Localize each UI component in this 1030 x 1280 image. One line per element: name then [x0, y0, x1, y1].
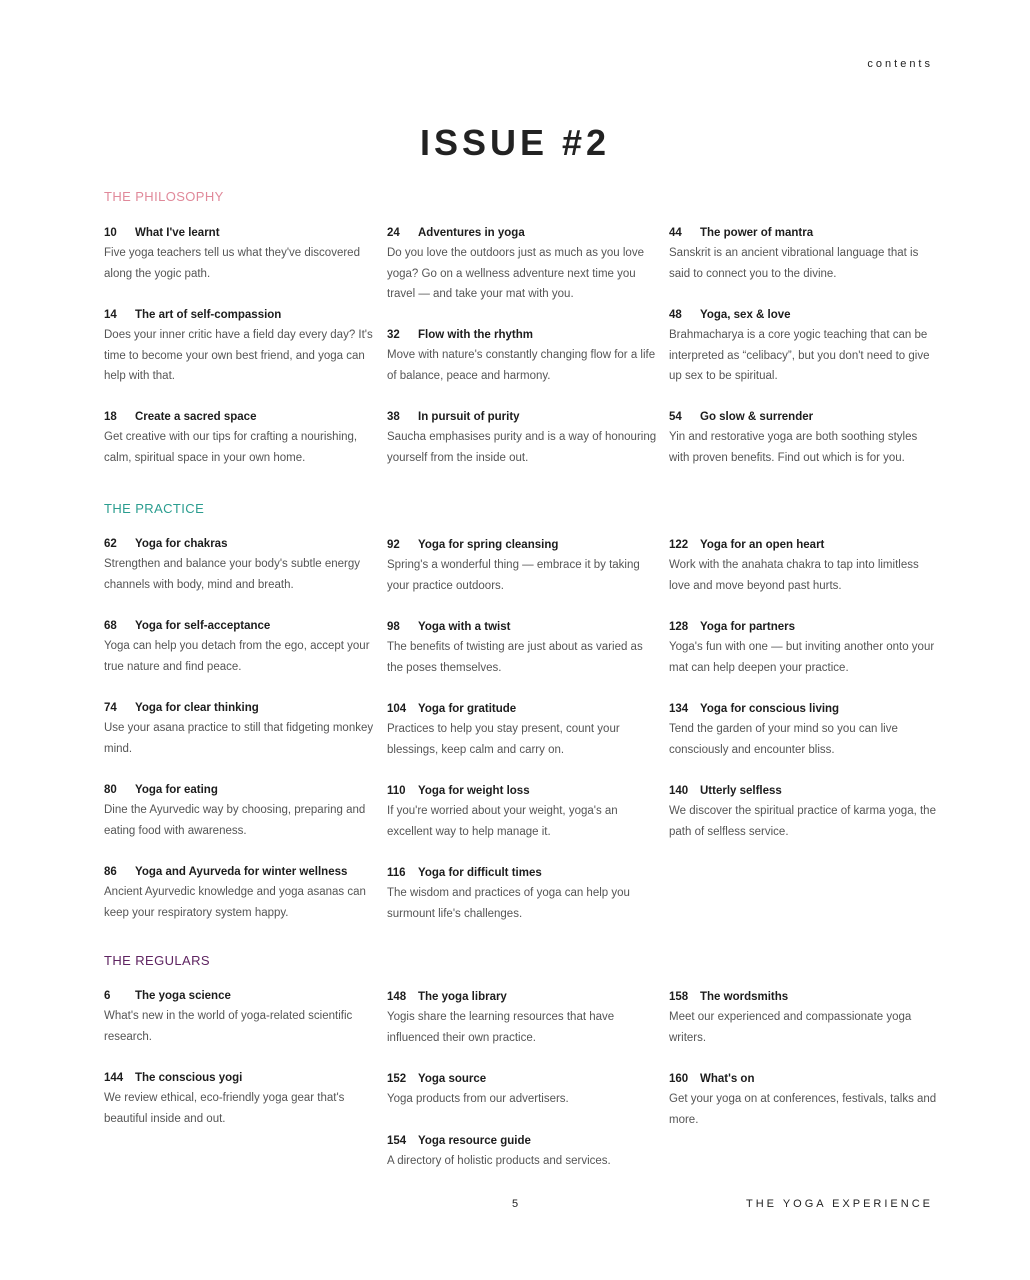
- article-description: Yogis share the learning resources that have influenced their own practice.: [387, 1011, 615, 1044]
- article-description: What's new in the world of yoga-related scientific research.: [104, 1010, 353, 1043]
- article-description: Does your inner critic have a field day every day? It's time to become your own best friend, and yoga can help with that.: [104, 329, 373, 382]
- entry-heading: [387, 407, 657, 427]
- section-label: contents: [867, 58, 933, 70]
- article-description: Do you love the outdoors just as much as you love yoga? Go on a wellness adventure next time you travel — and take your mat with you.: [387, 247, 644, 300]
- contents-entry[interactable]: [387, 1069, 657, 1110]
- contents-entry[interactable]: [669, 1069, 939, 1130]
- entry-heading: [387, 617, 657, 637]
- page-ref: 160: [669, 1073, 689, 1085]
- article-title: Yoga for clear thinking: [135, 702, 259, 714]
- article-title: Yoga for an open heart: [700, 539, 825, 551]
- entry-heading: [387, 535, 657, 555]
- entry-heading: [669, 305, 939, 325]
- contents-entry[interactable]: [104, 534, 374, 595]
- issue-title: ISSUE #2: [419, 122, 611, 163]
- article-title: Yoga source: [418, 1073, 487, 1085]
- article-title: Yoga with a twist: [418, 621, 511, 633]
- entry-heading: [104, 780, 374, 800]
- article-title: The power of mantra: [700, 227, 814, 239]
- contents-entry[interactable]: [387, 1131, 657, 1172]
- article-description: We review ethical, eco-friendly yoga gear that's beautiful inside and out.: [104, 1092, 345, 1125]
- article-description: A directory of holistic products and services.: [387, 1155, 611, 1167]
- entry-heading: [104, 223, 374, 243]
- entry-heading: [669, 1069, 939, 1089]
- article-title: Go slow & surrender: [700, 411, 814, 423]
- entry-heading: [669, 699, 939, 719]
- article-description: The benefits of twisting are just about as varied as the poses themselves.: [387, 641, 643, 674]
- contents-entry[interactable]: [387, 325, 657, 386]
- article-title: The yoga science: [135, 990, 231, 1002]
- page-ref: 6: [104, 990, 111, 1002]
- magazine-brand: THE YOGA EXPERIENCE: [745, 1198, 933, 1210]
- article-description: Yoga's fun with one — but inviting another onto your mat can help deepen your practice.: [669, 641, 935, 674]
- contents-entry[interactable]: [669, 223, 939, 284]
- contents-entry[interactable]: [669, 407, 939, 468]
- article-description: Brahmacharya is a core yogic teaching that can be interpreted as “celibacy”, but you don't need to give up sex to be spiritual.: [669, 329, 930, 382]
- entry-heading: [669, 223, 939, 243]
- article-title: Yoga for chakras: [135, 538, 228, 550]
- entry-heading: [387, 325, 657, 345]
- article-title: Yoga for eating: [135, 784, 218, 796]
- entry-heading: [387, 223, 657, 243]
- entry-heading: [104, 862, 374, 882]
- article-title: Create a sacred space: [135, 411, 257, 423]
- page-ref: 134: [669, 703, 689, 715]
- article-description: Strengthen and balance your body's subtle energy channels with body, mind and breath.: [104, 558, 361, 591]
- contents-entry[interactable]: [104, 305, 374, 387]
- article-title: Yoga for spring cleansing: [418, 539, 559, 551]
- contents-entry[interactable]: [387, 535, 657, 596]
- article-description: Get creative with our tips for crafting a nourishing, calm, spiritual space in your own home.: [104, 431, 358, 464]
- article-description: Yoga can help you detach from the ego, accept your true nature and find peace.: [104, 640, 370, 673]
- article-description: Spring's a wonderful thing — embrace it by taking your practice outdoors.: [387, 559, 640, 592]
- contents-entry[interactable]: [669, 535, 939, 596]
- page-ref: 86: [104, 866, 117, 878]
- page-ref: 128: [669, 621, 689, 633]
- article-description: If you're worried about your weight, yoga's an excellent way to help manage it.: [387, 805, 618, 838]
- article-title: Yoga for gratitude: [418, 703, 517, 715]
- contents-entry[interactable]: [387, 863, 657, 924]
- entry-heading: [387, 987, 657, 1007]
- section-heading: THE PHILOSOPHY: [104, 189, 224, 204]
- article-description: Sanskrit is an ancient vibrational language that is said to connect you to the divine.: [669, 247, 919, 280]
- page-ref: 18: [104, 411, 117, 423]
- entry-heading: [104, 1068, 374, 1088]
- entry-heading: [104, 986, 374, 1006]
- article-description: Use your asana practice to still that fidgeting monkey mind.: [104, 722, 374, 755]
- page-ref: 116: [387, 867, 406, 879]
- article-description: Five yoga teachers tell us what they've discovered along the yogic path.: [104, 247, 360, 280]
- entry-heading: [669, 781, 939, 801]
- article-description: Get your yoga on at conferences, festivals, talks and more.: [669, 1093, 937, 1126]
- entry-heading: [669, 987, 939, 1007]
- contents-entry[interactable]: [387, 699, 657, 760]
- article-title: The yoga library: [418, 991, 507, 1003]
- entry-heading: [669, 617, 939, 637]
- entry-heading: [104, 616, 374, 636]
- page-ref: 148: [387, 991, 407, 1003]
- article-title: Yoga for difficult times: [418, 867, 542, 879]
- article-title: Yoga for weight loss: [418, 785, 530, 797]
- article-description: We discover the spiritual practice of karma yoga, the path of selfless service.: [669, 805, 936, 838]
- page-ref: 68: [104, 620, 117, 632]
- article-title: Flow with the rhythm: [418, 329, 533, 341]
- article-description: Move with nature's constantly changing flow for a life of balance, peace and harmony.: [387, 349, 656, 382]
- contents-entry[interactable]: [104, 407, 374, 468]
- page-ref: 48: [669, 309, 682, 321]
- page-ref: 24: [387, 227, 400, 239]
- page-ref: 122: [669, 539, 689, 551]
- article-description: The wisdom and practices of yoga can help you surmount life's challenges.: [387, 887, 630, 920]
- contents-entry[interactable]: [387, 987, 657, 1048]
- article-description: Yin and restorative yoga are both soothing styles with proven benefits. Find out which is for you.: [669, 431, 918, 464]
- article-title: The conscious yogi: [135, 1072, 243, 1084]
- page-ref: 98: [387, 621, 400, 633]
- article-title: In pursuit of purity: [418, 411, 520, 423]
- page-ref: 158: [669, 991, 689, 1003]
- page-ref: 32: [387, 329, 400, 341]
- entry-heading: [387, 1069, 657, 1089]
- page-ref: 104: [387, 703, 407, 715]
- entry-heading: [669, 535, 939, 555]
- article-title: Yoga resource guide: [418, 1135, 531, 1147]
- article-title: What I've learnt: [135, 227, 220, 239]
- page-ref: 154: [387, 1135, 407, 1147]
- contents-entry[interactable]: [387, 781, 657, 842]
- article-description: Work with the anahata chakra to tap into limitless love and move beyond past hurts.: [669, 559, 919, 592]
- article-title: Adventures in yoga: [418, 227, 525, 239]
- entry-heading: [104, 305, 374, 325]
- article-title: The art of self-compassion: [135, 309, 282, 321]
- page-ref: 14: [104, 309, 117, 321]
- article-title: Yoga for partners: [700, 621, 795, 633]
- article-description: Practices to help you stay present, count your blessings, keep calm and carry on.: [387, 723, 620, 756]
- contents-entry[interactable]: [104, 223, 374, 284]
- contents-entry[interactable]: [669, 699, 939, 760]
- page-ref: 140: [669, 785, 689, 797]
- article-title: What's on: [700, 1073, 755, 1085]
- page-ref: 80: [104, 784, 117, 796]
- contents-entry[interactable]: [104, 698, 374, 759]
- entry-heading: [669, 407, 939, 427]
- article-description: Yoga products from our advertisers.: [387, 1093, 569, 1105]
- article-title: Yoga, sex & love: [700, 309, 791, 321]
- contents-entry[interactable]: [104, 1068, 374, 1129]
- entry-heading: [387, 699, 657, 719]
- page-ref: 54: [669, 411, 682, 423]
- page-number: 5: [511, 1198, 519, 1210]
- article-description: Saucha emphasises purity and is a way of honouring yourself from the inside out.: [387, 431, 657, 464]
- contents-entry[interactable]: [387, 407, 657, 468]
- entry-heading: [387, 781, 657, 801]
- contents-entry[interactable]: [669, 781, 939, 842]
- contents-entry[interactable]: [104, 986, 374, 1047]
- page-ref: 152: [387, 1073, 407, 1085]
- contents-entry[interactable]: [669, 305, 939, 387]
- page-ref: 38: [387, 411, 400, 423]
- article-description: Dine the Ayurvedic way by choosing, preparing and eating food with awareness.: [104, 804, 366, 837]
- contents-entry[interactable]: [669, 987, 939, 1048]
- entry-heading: [387, 863, 657, 883]
- contents-entry[interactable]: [104, 616, 374, 677]
- page-ref: 110: [387, 785, 406, 797]
- section-philosophy: [104, 189, 934, 464]
- page-ref: 74: [104, 702, 117, 714]
- contents-entry[interactable]: [104, 780, 374, 841]
- article-title: Utterly selfless: [700, 785, 782, 797]
- contents-entry[interactable]: [669, 617, 939, 678]
- contents-entry[interactable]: [387, 223, 657, 305]
- article-description: Ancient Ayurvedic knowledge and yoga asanas can keep your respiratory system happy.: [104, 886, 366, 919]
- page-ref: 44: [669, 227, 682, 239]
- article-description: Tend the garden of your mind so you can live consciously and encounter bliss.: [669, 723, 898, 756]
- page-ref: 144: [104, 1072, 124, 1084]
- page-ref: 10: [104, 227, 117, 239]
- contents-entry[interactable]: [104, 862, 374, 923]
- section-heading: THE PRACTICE: [104, 501, 205, 516]
- page-ref: 62: [104, 538, 117, 550]
- article-title: Yoga for self-acceptance: [135, 620, 271, 632]
- entry-heading: [104, 698, 374, 718]
- article-title: Yoga and Ayurveda for winter wellness: [135, 866, 348, 878]
- section-regulars: [104, 953, 937, 1167]
- article-title: Yoga for conscious living: [700, 703, 840, 715]
- article-description: Meet our experienced and compassionate yoga writers.: [669, 1011, 912, 1044]
- article-title: The wordsmiths: [700, 991, 789, 1003]
- contents-entry[interactable]: [387, 617, 657, 678]
- section-heading: THE REGULARS: [104, 953, 210, 968]
- entry-heading: [104, 534, 374, 554]
- section-practice: [104, 501, 936, 920]
- page-ref: 92: [387, 539, 400, 551]
- entry-heading: [104, 407, 374, 427]
- entry-heading: [387, 1131, 657, 1151]
